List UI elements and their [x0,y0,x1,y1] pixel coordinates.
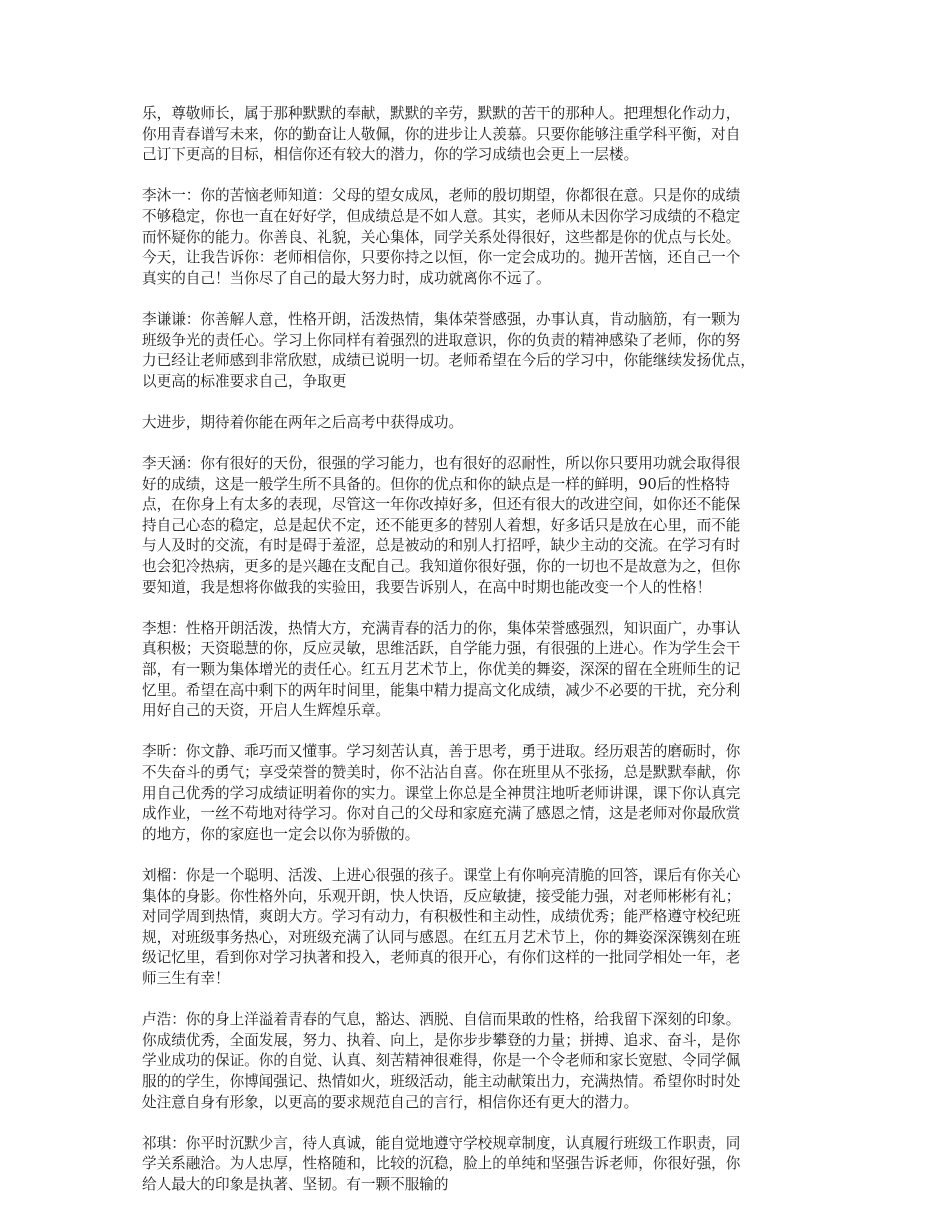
document-page [142,104,812,1216]
paragraph-lu-hao: 卢浩：你的身上洋溢着青春的气息，豁达、洒脱、自信而果敢的性格，给我留下深刻的印象。 你成绩优秀，全面发展，努力、执着、向上，是你步步攀登的力量；拼搏、追求、奋斗，是你 学业成功的保证。你的自觉、认真、刻苦精神很难得，你是一个令老师和家长宽慰、令同学佩 服的的学生，你博闻强记、热情如火，班级活动，能主动献策出力，充满热情。希望你时时处 处注意自身有形象，以更高的要求规范自己的言行，相信你还有更大的潜力。 [142,1011,741,1111]
paragraph-li-tianhan: 李天涵：你有很好的天份，很强的学习能力，也有很好的忍耐性，所以你只要用功就会取得很 好的成绩，这是一般学生所不具备的。但你的优点和你的缺点是一样的鲜明，90后的性格特 点，在你身上有太多的表现，尽管这一年你改掉好多，但还有很大的改进空间，如你还不能保 持自己心态的稳定，总是起伏不定，还不能更多的替别人着想，好多话只是放在心里，而不能 与人及时的交流，有时是碍于羞涩，总是被动的和别人打招呼，缺少主动的交流。在学习有时 也会犯冷热病，更多的是兴趣在支配自己。我知道你很好强，你的一切也不是故意为之，但你 要知道，我是想将你做我的实验田，我要告诉别人，在高中时期也能改变一个人的性格！ [142,455,741,596]
paragraph-intro-continuation: 乐，尊敬师长，属于那种默默的奉献，默默的辛劳，默默的苦干的那种人。把理想化作动力， 你用青春谱写未来，你的勤奋让人敬佩，你的进步让人羡慕。只要你能够注重学科平衡，对自 己订下更高的目标，相信你还有较大的潜力，你的学习成绩也会更上一层楼。 [142,105,741,164]
paragraph-qi-qi: 祁琪：你平时沉默少言，待人真诚，能自觉地遵守学校规章制度，认真履行班级工作职责，同 学关系融洽。为人忠厚，性格随和，比较的沉稳，脸上的单纯和坚强告诉老师，你很好强，你 给人最大的印象是执著、坚韧。有一颗不服输的 [142,1134,741,1193]
paragraph-liu-liu: 刘榴：你是一个聪明、活泼、上进心很强的孩子。课堂上有你响亮清脆的回答，课后有你关心 集体的身影。你性格外向，乐观开朗，快人快语，反应敏捷，接受能力强，对老师彬彬有礼； 对同学周到热情，爽朗大方。学习有动力，有积极性和主动性，成绩优秀；能严格遵守校纪班 规，对班级事务热心，对班级充满了认同与感恩。在红五月艺术节上，你的舞姿深深镌刻在班 级记忆里，看到你对学习执著和投入，老师真的很开心，有你们这样的一批同学相处一年，老 师三生有幸！ [142,866,741,987]
paragraph-li-qianqian: 李谦谦：你善解人意，性格开朗，活泼热情，集体荣誉感强，办事认真，肯动脑筋，有一颗为 班级争光的责任心。学习上你同样有着强烈的进取意识，你的负责的精神感染了老师，你的努 力已经让老师感到非常欣慰，成绩已说明一切。老师希望在今后的学习中，你能继续发扬优点， 以更高的标准要求自己，争取更 [142,310,755,390]
paragraph-li-muyi: 李沐一：你的苦恼老师知道：父母的望女成凤，老师的殷切期望，你都很在意。只是你的成绩 不够稳定，你也一直在好好学，但成绩总是不如人意。其实，老师从未因你学习成绩的不稳定 而怀疑你的能力。你善良、礼貌，关心集体，同学关系处得很好，这些都是你的优点与长处。 今天，让我告诉你：老师相信你，只要你持之以恒，你一定会成功的。抛开苦恼，还自己一个 真实的自己！当你尽了自己的最大努力时，成功就离你不远了。 [142,187,741,287]
paragraph-li-xin: 李昕：你文静、乖巧而又懂事。学习刻苦认真，善于思考，勇于进取。经历艰苦的磨砺时，你 不失奋斗的勇气；享受荣誉的赞美时，你不沾沾自喜。你在班里从不张扬，总是默默奉献，你 用自己优秀的学习成绩证明着你的实力。课堂上你总是全神贯注地听老师讲课，课下你认真完 成作业，一丝不苟地对待学习。你对自己的父母和家庭充满了感恩之情，这是老师对你最欣赏 的地方，你的家庭也一定会以你为骄傲的。 [142,743,741,843]
paragraph-li-xiang: 李想：性格开朗活泼，热情大方，充满青春的活力的你，集体荣誉感强烈，知识面广，办事认 真积极；天资聪慧的你，反应灵敏，思维活跃，自学能力强，有很强的上进心。作为学生会干 部，有一颗为集体增光的责任心。红五月艺术节上，你优美的舞姿，深深的留在全班师生的记 忆里。希望在高中剩下的两年时间里，能集中精力提高文化成绩，减少不必要的干扰，充分利 用好自己的天资，开启人生辉煌乐章。 [142,619,741,720]
paragraph-li-qianqian-continuation: 大进步，期待着你能在两年之后高考中获得成功。 [142,413,464,431]
